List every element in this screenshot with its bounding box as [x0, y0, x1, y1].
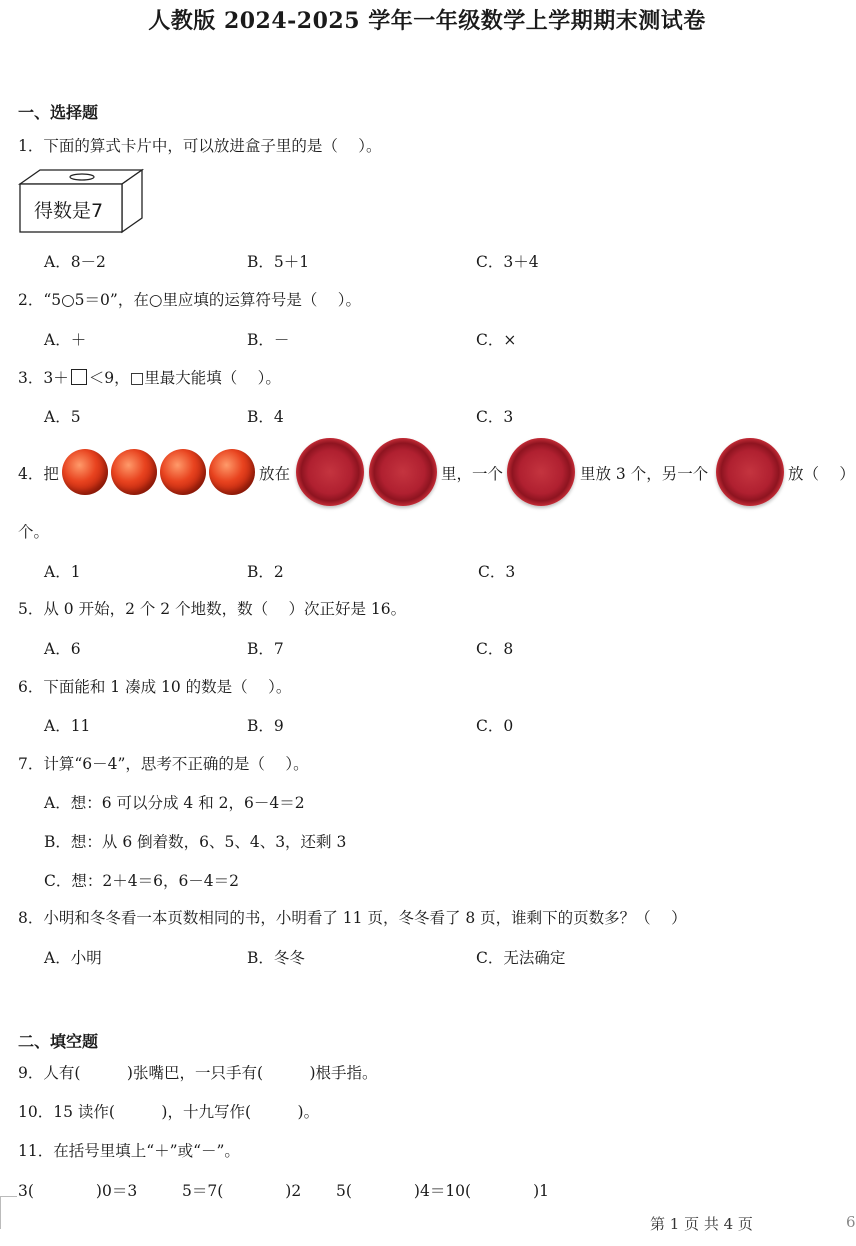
question-3-text [18, 366, 281, 388]
question-4-part2: 放在 [259, 465, 291, 483]
question-8-option-c[interactable]: C．无法确定 [476, 949, 566, 967]
question-7-text: 7．计算“6－4”，思考不正确的是（ ）。 [18, 755, 309, 773]
question-5-option-c[interactable]: C．8 [476, 640, 514, 658]
peach-icon [209, 449, 255, 495]
question-8-option-a[interactable]: A．小明 [44, 949, 102, 967]
question-1-text: 1．下面的算式卡片中，可以放进盒子里的是（ ）。 [18, 137, 382, 155]
square-blank-icon [71, 369, 87, 385]
question-11-text: 11．在括号里填上“＋”或“－”。 [18, 1142, 240, 1160]
peach-icon [62, 449, 108, 495]
question-7-option-a[interactable]: A．想：6 可以分成 4 和 2，6－4＝2 [44, 794, 305, 812]
plate-icon [369, 438, 437, 506]
question-8-option-b[interactable]: B．冬冬 [247, 949, 305, 967]
question-4-option-a[interactable]: A．1 [44, 563, 81, 581]
question-6-text: 6．下面能和 1 凑成 10 的数是（ ）。 [18, 678, 292, 696]
page-edge-number: 6 [846, 1213, 856, 1231]
question-6-option-b[interactable]: B．9 [247, 717, 284, 735]
box-label: 得数是7 [34, 200, 104, 222]
question-4-part1: 4．把 [18, 465, 59, 483]
question-3-text-after: ＜9，□里最大能填（ ）。 [88, 369, 281, 387]
plate-icon [296, 438, 364, 506]
question-3-option-c[interactable]: C．3 [476, 408, 514, 426]
box-illustration [18, 168, 144, 234]
section-choice-heading: 一、选择题 [18, 103, 99, 122]
question-2-option-c[interactable]: C．× [476, 331, 517, 349]
question-11-blank-1[interactable]: 3( )0＝3 [18, 1182, 138, 1200]
question-3-text-before: 3．3＋ [18, 369, 69, 387]
section-fill-heading: 二、填空题 [18, 1032, 99, 1051]
question-11-blank-3[interactable]: 5( )4＝10( )1 [336, 1182, 549, 1200]
question-4-part5: 放（ ） [788, 465, 855, 483]
peach-icon [160, 449, 206, 495]
question-2-option-a[interactable]: A．＋ [44, 331, 87, 349]
question-5-option-b[interactable]: B．7 [247, 640, 284, 658]
question-3-option-a[interactable]: A．5 [44, 408, 81, 426]
question-4-part3: 里，一个 [441, 465, 504, 483]
plate-icon [716, 438, 784, 506]
question-8-text: 8．小明和冬冬看一本页数相同的书，小明看了 11 页，冬冬看了 8 页，谁剩下的页数多？（ ） [18, 909, 687, 927]
question-1-option-c[interactable]: C．3＋4 [476, 253, 539, 271]
question-1-option-b[interactable]: B．5＋1 [247, 253, 310, 271]
question-10-text: 10．15 读作( )，十九写作( )。 [18, 1103, 320, 1121]
question-4-option-b[interactable]: B．2 [247, 563, 284, 581]
question-3-option-b[interactable]: B．4 [247, 408, 284, 426]
question-4-part4: 里放 3 个，另一个 [580, 465, 709, 483]
question-4-part6: 个。 [18, 523, 50, 541]
question-7-option-c[interactable]: C．想：2＋4＝6，6－4＝2 [44, 872, 240, 890]
question-5-text: 5．从 0 开始，2 个 2 个地数，数（ ）次正好是 16。 [18, 600, 407, 618]
question-2-text: 2．“5○5＝0”，在○里应填的运算符号是（ ）。 [18, 291, 362, 309]
question-4-option-c[interactable]: C．3 [478, 563, 516, 581]
question-9-text: 9．人有( )张嘴巴，一只手有( )根手指。 [18, 1064, 378, 1082]
question-11-blank-2[interactable]: 5＝7( )2 [182, 1182, 302, 1200]
question-5-option-a[interactable]: A．6 [44, 640, 81, 658]
page-title: 人教版 2024-2025 学年一年级数学上学期期末测试卷 [148, 8, 706, 34]
question-2-option-b[interactable]: B．－ [247, 331, 290, 349]
page-number: 第 1 页 共 4 页 [650, 1215, 753, 1233]
question-6-option-c[interactable]: C．0 [476, 717, 514, 735]
page-corner-mark [0, 1196, 17, 1229]
plate-icon [507, 438, 575, 506]
question-7-option-b[interactable]: B．想：从 6 倒着数，6、5、4、3，还剩 3 [44, 833, 347, 851]
peach-icon [111, 449, 157, 495]
question-1-option-a[interactable]: A．8－2 [44, 253, 106, 271]
question-6-option-a[interactable]: A．11 [44, 717, 91, 735]
